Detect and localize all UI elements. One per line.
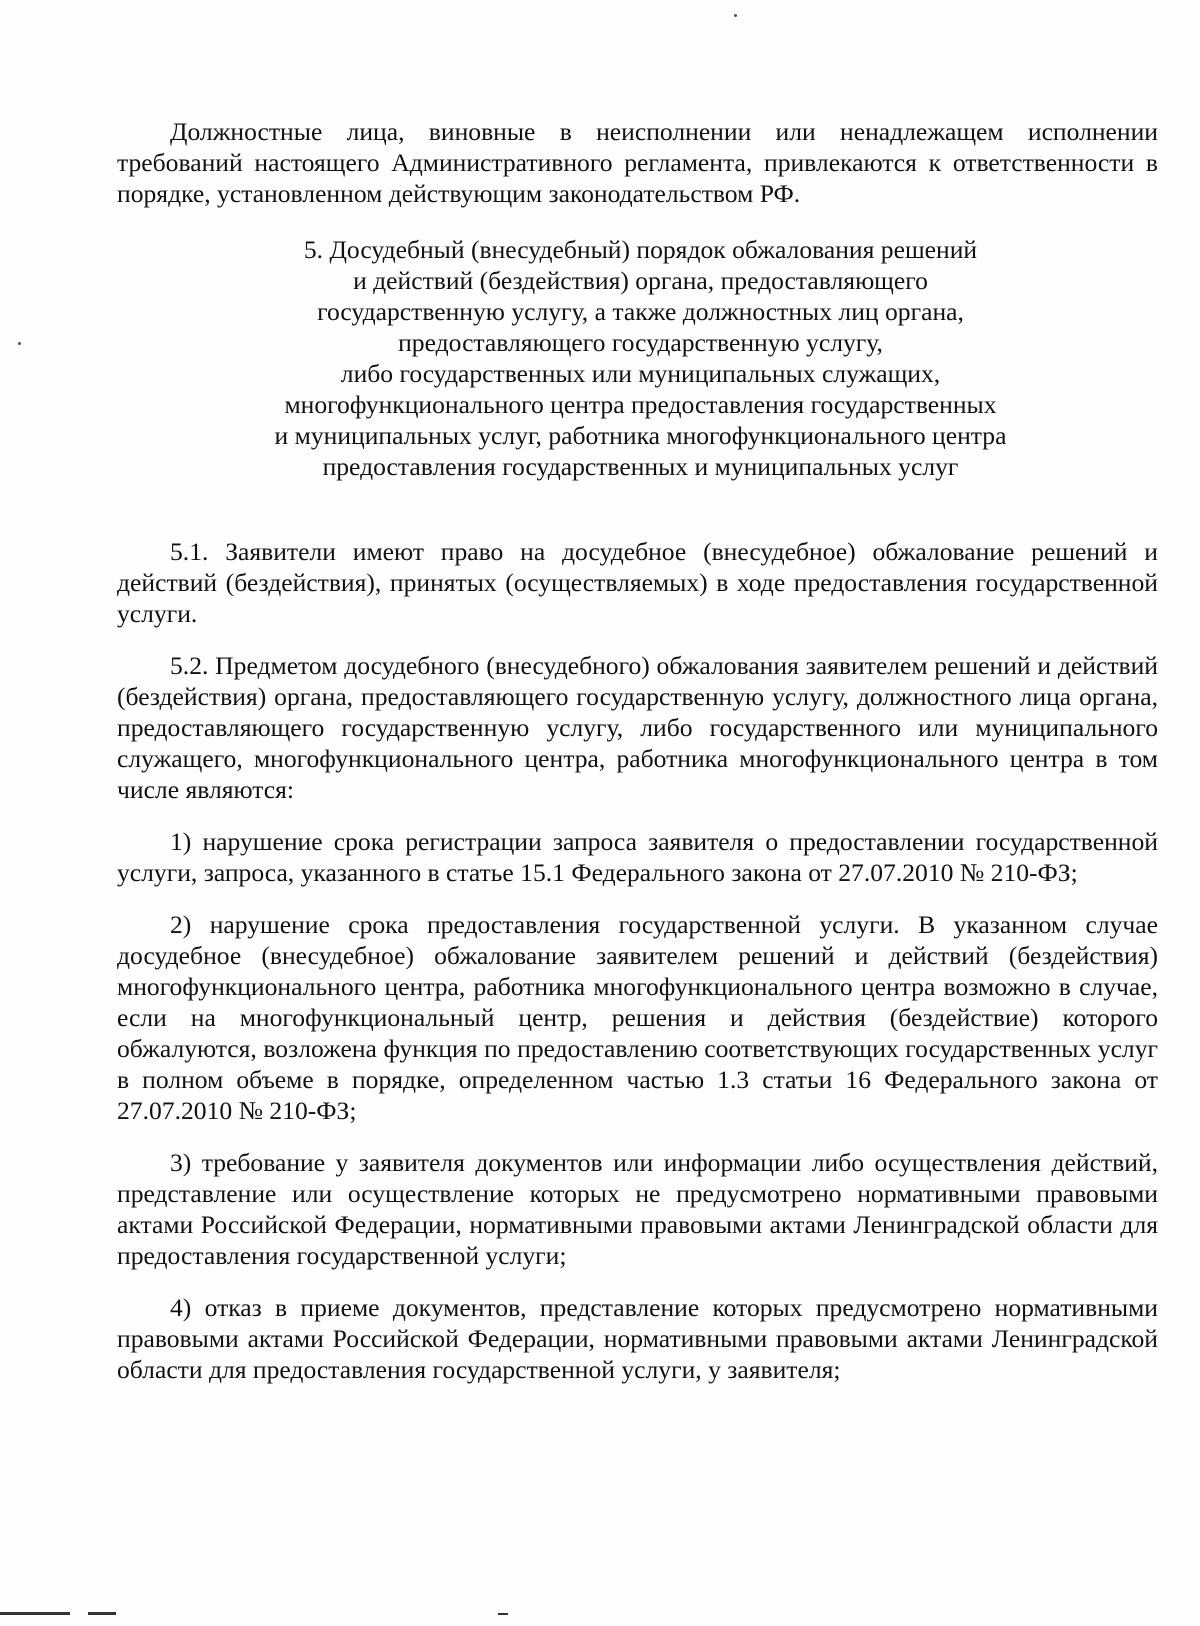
heading-line: и действий (бездействия) органа, предоставляющего — [353, 266, 928, 295]
section-5-heading — [117, 234, 1158, 482]
paragraph-5-2: 5.2. Предметом досудебного (внесудебного) обжалования заявителем решений и действий (бездействия) органа, предоставляющего государственную услугу, должностного лица органа, предоставляющего государственную услугу, либо государственного или муниципального служащего, многофункционального центра, работника многофункционального центра в том числе являются: — [117, 651, 1158, 804]
list-item-4: 4) отказ в приеме документов, представление которых предусмотрено нормативными правовыми актами Российской Федерации, нормативными правовыми актами Ленинградской области для предоставления государственной услуги, у заявителя; — [117, 1293, 1158, 1384]
heading-line: предоставления государственных и муниципальных услуг — [322, 452, 959, 481]
heading-line: многофункционального центра предоставления государственных — [284, 390, 997, 419]
scan-edge-mark — [498, 1613, 508, 1615]
responsibility-paragraph: Должностные лица, виновные в неисполнении или ненадлежащем исполнении требований настоящего Административного регламента, привлекаются к ответственности в порядке, установленном действующим законодательством РФ. — [117, 117, 1158, 208]
heading-line: предоставляющего государственную услугу, — [398, 328, 883, 357]
scan-edge-mark — [0, 1612, 70, 1615]
list-item-1: 1) нарушение срока регистрации запроса заявителя о предоставлении государственной услуги, запроса, указанного в статье 15.1 Федерального закона от 27.07.2010 № 210-ФЗ; — [117, 827, 1158, 887]
list-item-3: 3) требование у заявителя документов или информации либо осуществления действий, представление или осуществление которых не предусмотрено нормативными правовыми актами Российской Федерации, нормативными правовыми актами Ленинградской области для предоставления государственной услуги; — [117, 1148, 1158, 1270]
heading-line: и муниципальных услуг, работника многофункционального центра — [274, 421, 1007, 450]
scan-speck — [734, 14, 737, 17]
scan-speck — [18, 342, 21, 345]
heading-line: либо государственных или муниципальных служащих, — [340, 359, 941, 388]
heading-line: государственную услугу, а также должностных лиц органа, — [317, 297, 964, 326]
heading-line: 5. Досудебный (внесудебный) порядок обжалования решений — [303, 235, 978, 264]
scan-edge-mark — [88, 1612, 116, 1615]
document-body — [117, 116, 1158, 1385]
list-item-2: 2) нарушение срока предоставления государственной услуги. В указанном случае досудебное (внесудебное) обжалование заявителем решений и действий (бездействия) многофункционального центра, работника многофункционального центра возможно в случае, если на многофункциональный центр, решения и действия (бездействие) которого обжалуются, возложена функция по предоставлению соответствующих государственных услуг в полном объеме в порядке, определенном частью 1.3 статьи 16 Федерального закона от 27.07.2010 № 210-ФЗ; — [117, 910, 1158, 1125]
paragraph-5-1: 5.1. Заявители имеют право на досудебное (внесудебное) обжалование решений и действий (бездействия), принятых (осуществляемых) в ходе предоставления государственной услуги. — [117, 537, 1158, 628]
